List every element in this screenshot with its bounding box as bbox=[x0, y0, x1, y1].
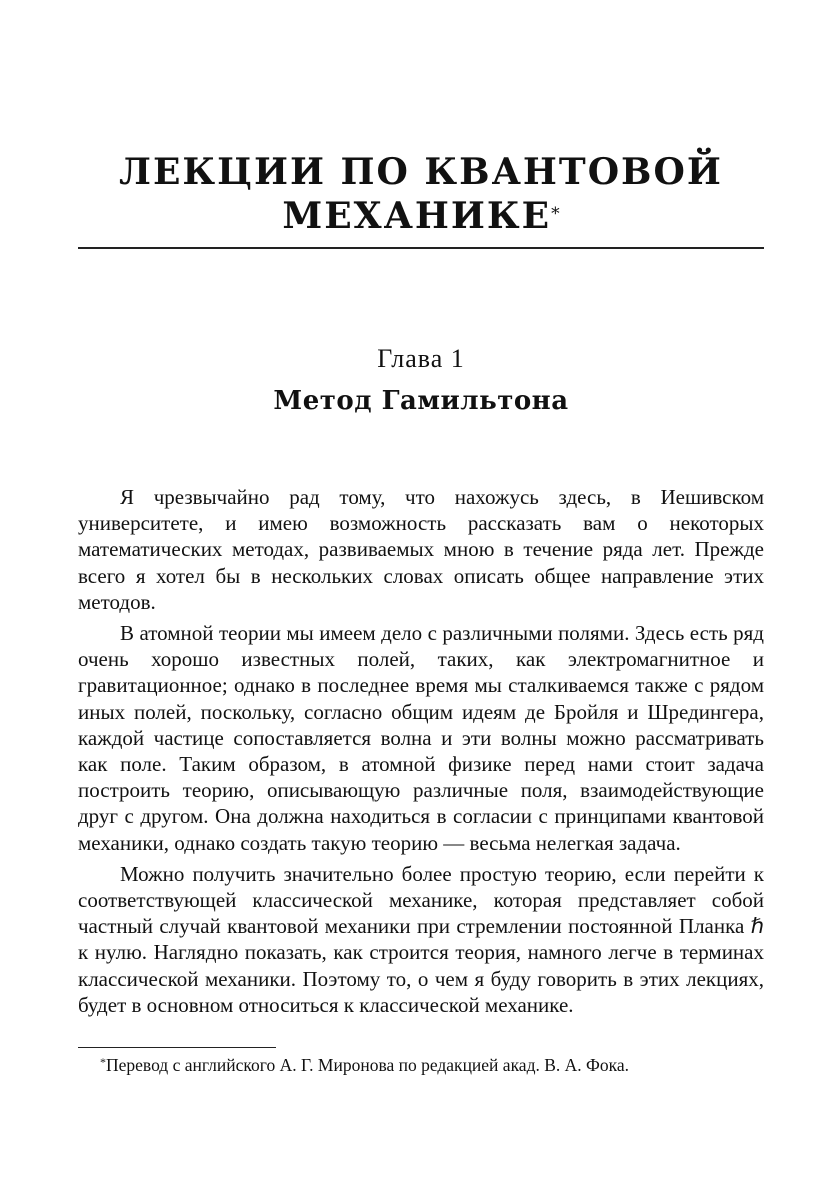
title-divider bbox=[78, 247, 764, 249]
footnote-reference-marker[interactable]: * bbox=[551, 204, 560, 224]
footnote bbox=[100, 1053, 760, 1077]
body-text bbox=[78, 484, 764, 1023]
book-title-line-2 bbox=[78, 194, 764, 238]
paragraph-1: Я чрезвычайно рад тому, что нахожусь здесь, в Иешивском университете, и имею возможность рассказать вам о некоторых математических методах, развиваемых мною в течение ряда лет. Прежде всего я хотел бы в нескольких словах описать общее направление этих методов. bbox=[78, 485, 764, 614]
book-title bbox=[78, 150, 764, 238]
footnote-divider bbox=[78, 1047, 276, 1048]
chapter-label: Глава 1 bbox=[377, 344, 465, 373]
footnote-text: Перевод с английского А. Г. Миронова по редакцией акад. В. А. Фока. bbox=[106, 1055, 629, 1075]
chapter-title: Метод Гамильтона bbox=[273, 386, 569, 416]
footnote-marker: * bbox=[100, 1055, 106, 1069]
book-title-line-2-text: МЕХАНИКЕ bbox=[282, 195, 552, 237]
book-title-line-1: ЛЕКЦИИ ПО КВАНТОВОЙ bbox=[119, 151, 723, 193]
paragraph-2: В атомной теории мы имеем дело с различными полями. Здесь есть ряд очень хорошо известных полей, таких, как электромагнитное и гравитационное; однако в последнее время мы сталкиваемся также с рядом иных полей, поскольку, согласно общим идеям де Бройля и Шредингера, каждой частице сопоставляется волна и эти волны можно рассматривать как поле. Таким образом, в атомной физике перед нами стоит задача построить теорию, описывающую различные поля, взаимодействующие друг с другом. Она должна находиться в согласии с принципами квантовой механики, однако создать такую теорию — весьма нелегкая задача. bbox=[78, 621, 764, 855]
paragraph-3: Можно получить значительно более простую теорию, если перейти к соответствующей классической механике, которая представляет собой частный случай квантовой механики при стремлении постоянной Планка ℏ к нулю. Наглядно показать, как строится теория, намного легче в терминах классической механики. Поэтому то, о чем я буду говорить в этих лекциях, будет в основном относиться к классической механике. bbox=[78, 861, 764, 1017]
